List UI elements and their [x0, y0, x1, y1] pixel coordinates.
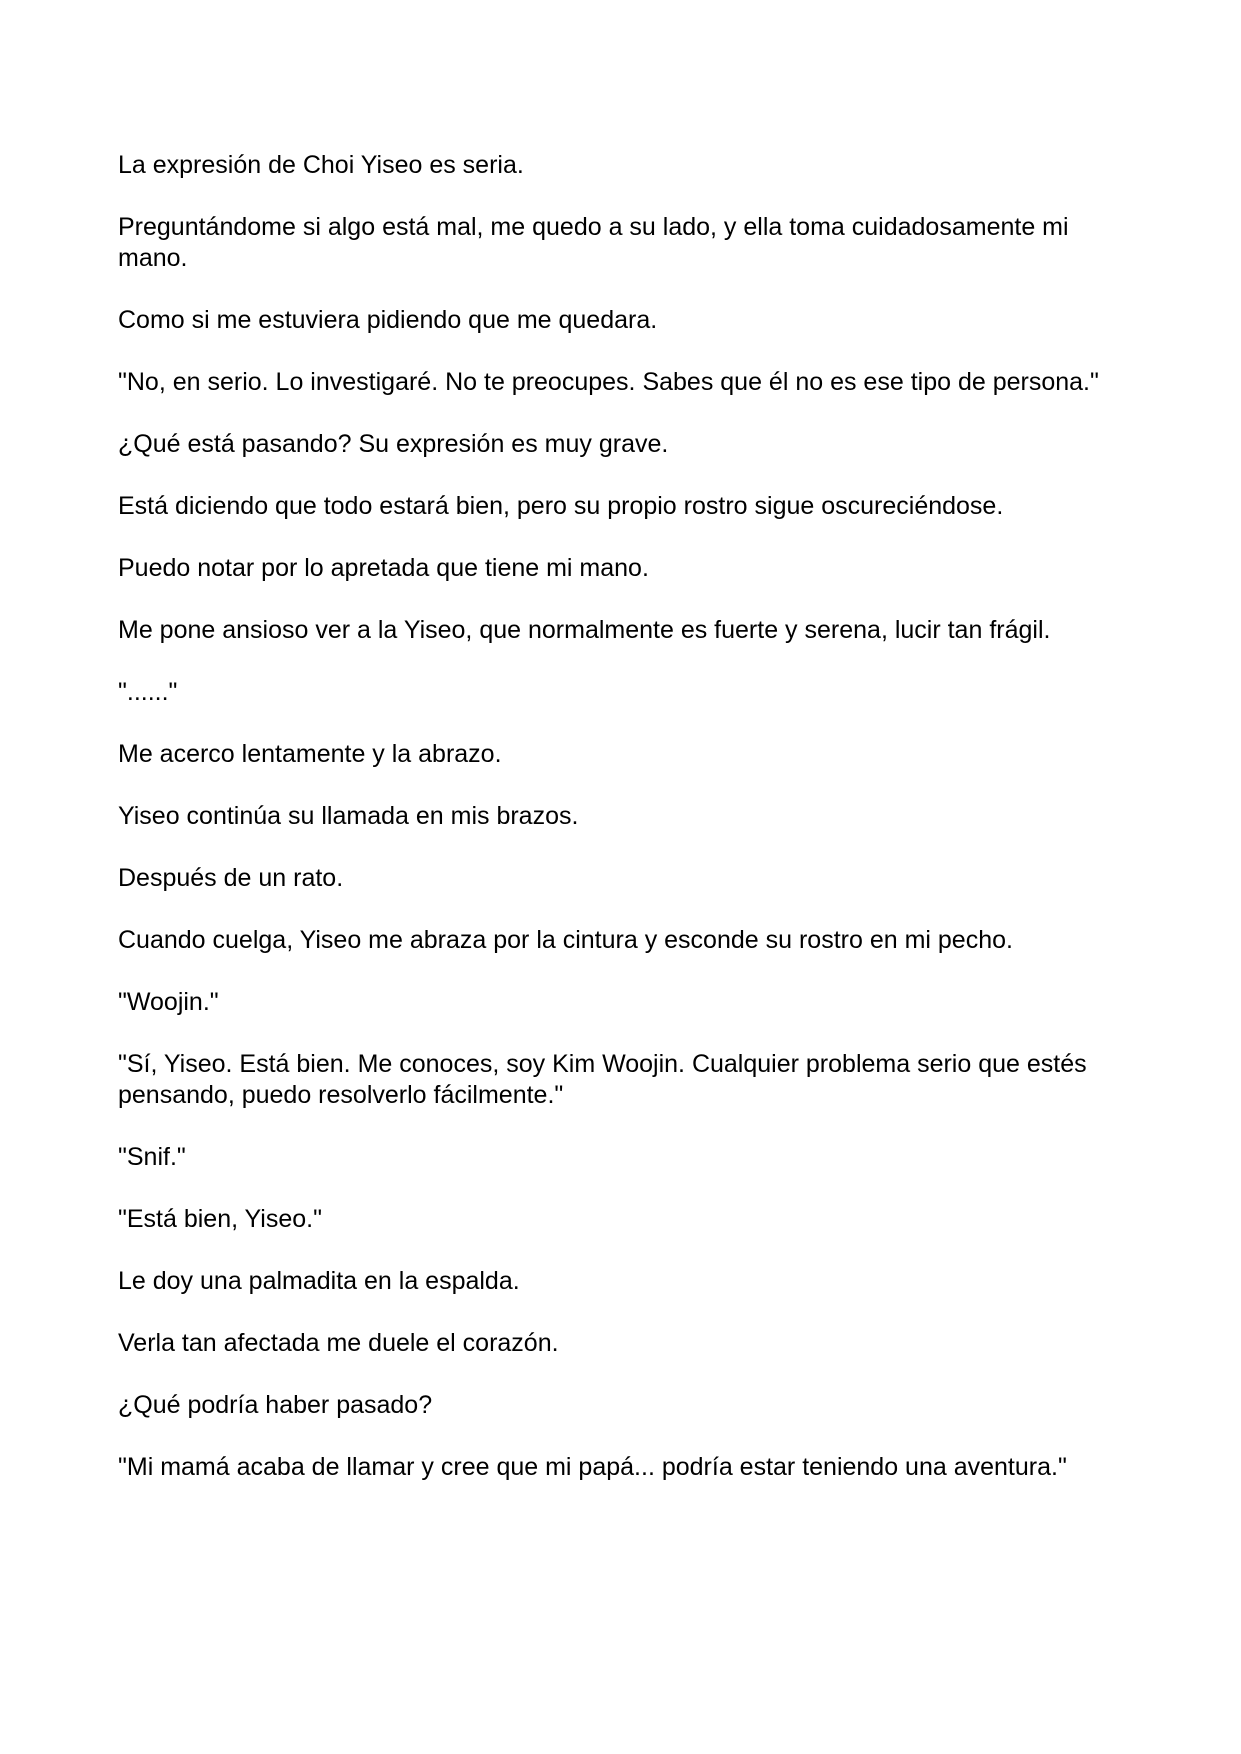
- paragraph: "Woojin.": [118, 988, 219, 1016]
- paragraph: Está diciendo que todo estará bien, pero su propio rostro sigue oscureciéndose.: [118, 492, 1004, 520]
- document-body: [118, 150, 1128, 1514]
- paragraph: Verla tan afectada me duele el corazón.: [118, 1329, 559, 1357]
- paragraph: Como si me estuviera pidiendo que me quedara.: [118, 306, 658, 334]
- paragraph: Cuando cuelga, Yiseo me abraza por la cintura y esconde su rostro en mi pecho.: [118, 926, 1013, 954]
- paragraph: ¿Qué podría haber pasado?: [118, 1391, 433, 1419]
- paragraph: "No, en serio. Lo investigaré. No te preocupes. Sabes que él no es ese tipo de persona.": [118, 368, 1099, 396]
- paragraph: Me acerco lentamente y la abrazo.: [118, 740, 502, 768]
- paragraph: "Está bien, Yiseo.": [118, 1205, 322, 1233]
- paragraph: "Snif.": [118, 1143, 186, 1171]
- paragraph: "Mi mamá acaba de llamar y cree que mi papá... podría estar teniendo una aventura.": [118, 1453, 1067, 1481]
- paragraph: Yiseo continúa su llamada en mis brazos.: [118, 802, 579, 830]
- paragraph: Le doy una palmadita en la espalda.: [118, 1267, 520, 1295]
- paragraph: ¿Qué está pasando? Su expresión es muy grave.: [118, 430, 669, 458]
- paragraph: Me pone ansioso ver a la Yiseo, que normalmente es fuerte y serena, lucir tan frágil.: [118, 616, 1051, 644]
- paragraph: "Sí, Yiseo. Está bien. Me conoces, soy Kim Woojin. Cualquier problema serio que estés pensando, puedo resolverlo fácilmente.": [118, 1050, 1087, 1109]
- paragraph: "......": [118, 678, 178, 706]
- paragraph: La expresión de Choi Yiseo es seria.: [118, 151, 524, 179]
- paragraph: Puedo notar por lo apretada que tiene mi mano.: [118, 554, 649, 582]
- paragraph: Preguntándome si algo está mal, me quedo a su lado, y ella toma cuidadosamente mi mano.: [118, 213, 1069, 272]
- paragraph: Después de un rato.: [118, 864, 344, 892]
